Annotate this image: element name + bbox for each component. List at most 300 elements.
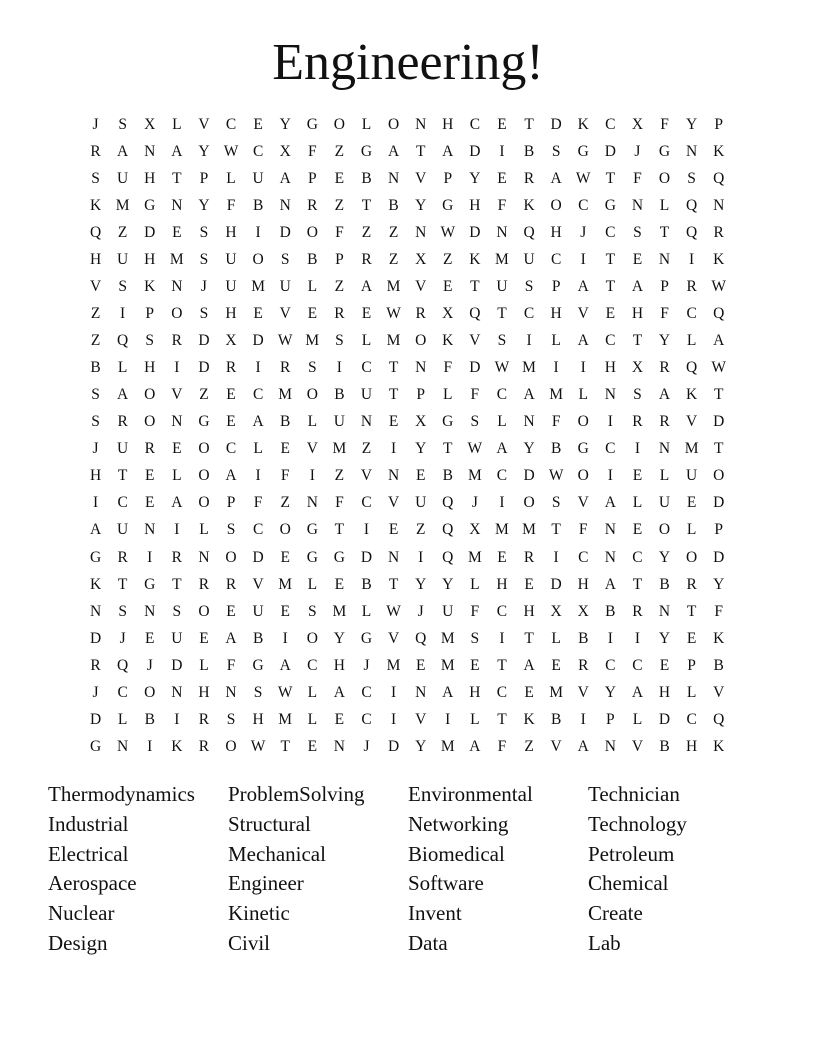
grid-letter: R [659, 413, 670, 431]
grid-letter: S [118, 115, 127, 133]
grid-letter: L [443, 386, 453, 404]
grid-letter: T [632, 332, 643, 350]
grid-letter: I [309, 467, 315, 485]
grid-letter: D [198, 359, 210, 377]
grid-letter: E [443, 278, 453, 296]
grid-letter: Y [469, 169, 481, 187]
grid-letter: E [226, 386, 236, 404]
word-list-item: Invent [408, 901, 462, 926]
grid-letter: W [494, 359, 510, 377]
grid-letter: K [577, 115, 589, 133]
grid-letter: Q [117, 656, 129, 674]
grid-letter: N [658, 602, 671, 620]
grid-letter: W [711, 278, 727, 296]
grid-letter: D [713, 494, 725, 512]
grid-letter: Y [658, 332, 671, 350]
grid-letter: O [198, 602, 210, 620]
grid-letter: U [225, 278, 237, 296]
grid-letter: O [225, 737, 237, 755]
grid-letter: I [553, 359, 559, 377]
grid-letter: C [686, 710, 697, 728]
grid-letter: C [252, 521, 264, 539]
grid-letter: C [686, 305, 697, 323]
grid-letter: R [361, 251, 372, 268]
grid-letter: T [605, 251, 616, 268]
grid-letter: J [363, 737, 370, 755]
grid-letter: I [526, 332, 532, 350]
grid-letter: D [279, 223, 291, 241]
grid-letter: N [117, 737, 129, 755]
grid-letter: E [361, 305, 372, 323]
grid-letter: I [255, 467, 261, 485]
grid-letter: T [497, 656, 507, 674]
grid-letter: S [145, 332, 155, 350]
grid-letter: R [280, 359, 291, 377]
grid-letter: K [144, 278, 156, 296]
grid-letter: L [361, 332, 372, 350]
grid-letter: F [226, 196, 236, 214]
grid-letter: W [277, 332, 293, 350]
grid-letter: O [658, 521, 671, 539]
grid-letter: G [89, 548, 102, 566]
grid-letter: J [92, 683, 99, 701]
grid-letter: A [252, 413, 264, 431]
grid-letter: L [551, 629, 561, 647]
grid-letter: B [550, 440, 562, 458]
grid-letter: M [251, 278, 265, 296]
grid-letter: S [633, 386, 642, 404]
grid-letter: E [551, 656, 561, 674]
grid-letter: M [332, 440, 347, 458]
grid-letter: V [415, 169, 427, 187]
grid-letter: V [469, 332, 481, 350]
grid-letter: W [386, 305, 401, 323]
grid-letter: D [469, 223, 481, 241]
grid-letter: B [659, 575, 670, 593]
grid-letter: L [632, 494, 643, 512]
grid-letter: K [713, 142, 725, 160]
grid-letter: D [387, 737, 400, 755]
grid-letter: C [225, 440, 237, 458]
grid-letter: B [90, 359, 101, 377]
grid-letter: L [632, 710, 643, 728]
grid-letter: I [390, 710, 397, 728]
grid-letter: O [144, 386, 156, 404]
grid-letter: I [499, 629, 505, 647]
grid-letter: O [279, 521, 291, 539]
grid-letter: T [605, 169, 616, 187]
grid-letter: Q [442, 521, 454, 539]
grid-letter: P [443, 169, 453, 187]
grid-letter: W [277, 683, 293, 701]
grid-letter: S [280, 251, 290, 268]
grid-letter: C [605, 115, 616, 133]
grid-letter: S [226, 710, 236, 728]
grid-letter: Y [415, 196, 427, 214]
grid-letter: J [200, 278, 207, 296]
grid-letter: C [496, 602, 508, 620]
grid-letter: T [388, 575, 399, 593]
grid-letter: T [117, 467, 128, 485]
grid-letter: H [198, 683, 210, 701]
grid-letter: B [361, 169, 372, 187]
grid-letter: C [252, 142, 264, 160]
grid-letter: F [307, 142, 317, 160]
grid-letter: C [469, 115, 481, 133]
grid-letter: V [252, 575, 264, 593]
grid-letter: C [605, 332, 616, 350]
grid-letter: Q [713, 305, 725, 323]
grid-letter: Q [713, 169, 725, 187]
grid-letter: T [713, 386, 724, 404]
grid-letter: J [417, 602, 424, 620]
grid-letter: E [334, 710, 345, 728]
grid-letter: Q [442, 548, 454, 566]
grid-letter: I [580, 359, 586, 377]
grid-letter: U [442, 602, 454, 620]
grid-letter: N [171, 413, 183, 431]
grid-letter: E [334, 169, 345, 187]
grid-letter: L [361, 115, 372, 133]
grid-letter: J [92, 440, 99, 458]
grid-letter: I [390, 683, 397, 701]
grid-letter: C [496, 683, 508, 701]
grid-letter: L [497, 413, 507, 431]
grid-letter: O [198, 440, 210, 458]
grid-letter: P [307, 169, 317, 187]
grid-letter: U [686, 467, 698, 485]
grid-letter: L [659, 467, 670, 485]
grid-letter: E [280, 602, 290, 620]
grid-letter: T [334, 521, 345, 539]
grid-letter: L [226, 169, 236, 187]
grid-letter: H [89, 467, 102, 485]
grid-letter: T [713, 440, 724, 458]
grid-letter: O [713, 467, 725, 485]
grid-letter: R [415, 305, 426, 323]
grid-letter: V [89, 278, 102, 296]
grid-letter: X [469, 521, 481, 539]
grid-letter: B [442, 467, 453, 485]
grid-letter: B [523, 142, 535, 160]
grid-letter: V [577, 305, 589, 323]
grid-letter: J [471, 494, 478, 512]
word-list-item: Kinetic [228, 901, 290, 926]
grid-letter: H [225, 305, 237, 323]
grid-letter: I [634, 629, 640, 647]
grid-letter: T [632, 575, 643, 593]
grid-letter: R [198, 737, 210, 755]
grid-letter: U [117, 251, 129, 268]
grid-letter: G [144, 196, 156, 214]
grid-letter: E [686, 494, 697, 512]
grid-letter: P [335, 251, 344, 268]
grid-letter: V [577, 494, 589, 512]
grid-letter: Q [523, 223, 535, 241]
grid-letter: N [225, 683, 237, 701]
word-list-item: Chemical [588, 871, 669, 896]
grid-letter: P [199, 169, 209, 187]
grid-letter: K [523, 196, 535, 214]
grid-letter: A [171, 494, 183, 512]
grid-letter: C [550, 251, 562, 268]
grid-letter: G [198, 413, 210, 431]
grid-letter: Y [442, 575, 454, 593]
grid-letter: N [279, 196, 291, 214]
grid-letter: D [144, 223, 156, 241]
grid-letter: D [713, 548, 725, 566]
grid-letter: E [172, 440, 182, 458]
grid-letter: N [686, 142, 698, 160]
grid-letter: C [605, 440, 616, 458]
word-list-item: Design [48, 930, 108, 955]
grid-letter: T [415, 142, 426, 160]
grid-letter: C [523, 305, 535, 323]
grid-letter: A [631, 278, 644, 296]
grid-letter: Y [198, 196, 210, 214]
word-list-item: Thermodynamics [48, 782, 195, 806]
grid-letter: P [145, 305, 155, 323]
grid-letter: T [686, 602, 697, 620]
grid-letter: F [280, 467, 290, 485]
grid-letter: I [689, 251, 695, 268]
grid-letter: E [497, 169, 507, 187]
grid-letter: U [225, 251, 237, 268]
grid-letter: N [387, 467, 400, 485]
grid-letter: G [604, 196, 616, 214]
grid-letter: S [335, 332, 344, 350]
grid-letter: M [440, 629, 455, 647]
grid-letter: C [361, 494, 372, 512]
grid-letter: M [332, 602, 347, 620]
grid-letter: Y [658, 629, 671, 647]
grid-letter: R [225, 359, 237, 377]
grid-letter: G [658, 142, 671, 160]
grid-letter: X [442, 305, 454, 323]
grid-letter: M [278, 710, 293, 728]
grid-letter: F [660, 305, 669, 323]
grid-letter: I [553, 548, 559, 566]
grid-letter: G [442, 413, 454, 431]
grid-letter: K [713, 629, 725, 647]
grid-letter: A [631, 683, 644, 701]
grid-letter: D [469, 359, 481, 377]
grid-letter: L [659, 196, 670, 214]
grid-letter: V [387, 629, 400, 647]
grid-letter: M [305, 332, 320, 350]
grid-letter: S [226, 521, 236, 539]
grid-letter: R [632, 413, 643, 431]
grid-letter: L [307, 683, 318, 701]
grid-letter: N [604, 521, 616, 539]
grid-letter: G [306, 115, 318, 133]
grid-letter: E [415, 656, 426, 674]
grid-letter: N [415, 359, 427, 377]
grid-letter: N [333, 737, 345, 755]
grid-letter: U [117, 169, 129, 187]
grid-letter: D [550, 115, 562, 133]
grid-letter: S [524, 278, 534, 296]
grid-letter: R [523, 548, 535, 566]
grid-letter: O [252, 251, 264, 268]
grid-letter: T [388, 359, 399, 377]
grid-letter: C [117, 494, 128, 512]
grid-letter: D [604, 142, 616, 160]
grid-letter: Z [388, 223, 399, 241]
grid-letter: J [634, 142, 641, 160]
grid-letter: O [577, 413, 589, 431]
word-list-item: Aerospace [48, 871, 137, 896]
grid-letter: V [577, 683, 589, 701]
grid-letter: Q [89, 223, 102, 241]
grid-letter: F [226, 656, 236, 674]
grid-letter: H [442, 115, 454, 133]
grid-letter: W [548, 467, 564, 485]
grid-letter: E [172, 223, 182, 241]
grid-letter: X [225, 332, 237, 350]
grid-letter: X [279, 142, 291, 160]
grid-letter: L [199, 521, 209, 539]
grid-letter: H [252, 710, 264, 728]
grid-letter: R [686, 575, 697, 593]
grid-letter: L [117, 359, 128, 377]
grid-letter: S [199, 251, 209, 268]
grid-letter: Z [334, 467, 345, 485]
grid-letter: N [171, 196, 183, 214]
grid-letter: W [575, 169, 591, 187]
grid-letter: H [144, 169, 156, 187]
word-list-item: Software [408, 871, 484, 896]
grid-letter: T [280, 737, 290, 755]
grid-letter: H [631, 305, 644, 323]
grid-letter: B [252, 629, 264, 647]
grid-letter: X [144, 115, 156, 133]
grid-letter: C [496, 467, 508, 485]
grid-letter: O [225, 548, 237, 566]
grid-letter: U [658, 494, 671, 512]
grid-letter: F [497, 737, 507, 755]
grid-letter: D [658, 710, 671, 728]
grid-letter: A [117, 142, 129, 160]
grid-letter: F [335, 223, 344, 241]
grid-letter: M [549, 386, 564, 404]
grid-letter: C [496, 386, 508, 404]
grid-letter: C [225, 115, 237, 133]
grid-letter: L [686, 332, 697, 350]
grid-letter: I [418, 548, 424, 566]
grid-letter: G [89, 737, 102, 755]
grid-letter: E [145, 629, 155, 647]
grid-letter: B [659, 737, 670, 755]
grid-letter: N [144, 521, 156, 539]
grid-letter: E [470, 656, 480, 674]
grid-letter: Q [686, 196, 698, 214]
grid-letter: N [658, 440, 671, 458]
grid-letter: P [714, 521, 724, 539]
grid-letter: L [307, 278, 318, 296]
grid-letter: H [469, 683, 481, 701]
grid-letter: H [550, 223, 562, 241]
grid-letter: Q [686, 223, 698, 241]
grid-letter: R [144, 440, 155, 458]
grid-letter: I [336, 359, 342, 377]
grid-letter: O [144, 683, 156, 701]
grid-letter: R [713, 223, 724, 241]
grid-letter: Z [415, 521, 426, 539]
grid-letter: E [388, 521, 399, 539]
grid-letter: E [524, 683, 534, 701]
grid-letter: S [497, 332, 507, 350]
grid-letter: E [280, 440, 290, 458]
grid-letter: G [333, 548, 345, 566]
grid-letter: T [361, 196, 372, 214]
word-list-item: Biomedical [408, 841, 505, 866]
grid-letter: W [440, 223, 456, 241]
grid-letter: T [524, 629, 534, 647]
grid-letter: Y [713, 575, 725, 593]
grid-letter: H [604, 359, 616, 377]
grid-letter: E [253, 305, 263, 323]
grid-letter: S [91, 386, 100, 404]
grid-letter: K [523, 710, 535, 728]
word-list-item: Technician [588, 782, 680, 806]
grid-letter: Y [415, 575, 427, 593]
grid-letter: X [631, 359, 644, 377]
word-list-item: Nuclear [48, 901, 115, 926]
grid-letter: Z [199, 386, 209, 404]
grid-letter: Y [415, 737, 427, 755]
grid-letter: Z [334, 142, 345, 160]
grid-letter: A [658, 386, 671, 404]
grid-letter: P [687, 656, 696, 674]
grid-letter: R [307, 196, 318, 214]
grid-letter: P [226, 494, 236, 512]
grid-letter: S [199, 223, 209, 241]
grid-letter: E [605, 305, 616, 323]
grid-letter: F [660, 115, 669, 133]
grid-letter: O [144, 413, 156, 431]
grid-letter: S [470, 629, 480, 647]
grid-letter: A [279, 656, 291, 674]
grid-letter: M [467, 548, 482, 566]
grid-letter: H [658, 683, 671, 701]
grid-letter: D [523, 467, 535, 485]
grid-letter: N [415, 223, 427, 241]
grid-letter: W [250, 737, 266, 755]
grid-letter: D [198, 332, 210, 350]
grid-letter: S [91, 413, 100, 431]
grid-letter: B [334, 386, 345, 404]
grid-letter: O [550, 196, 562, 214]
grid-letter: A [171, 142, 183, 160]
grid-letter: V [631, 737, 644, 755]
grid-letter: I [147, 548, 153, 566]
grid-letter: E [415, 467, 426, 485]
grid-letter: L [578, 386, 588, 404]
grid-letter: U [252, 602, 264, 620]
grid-letter: R [686, 278, 697, 296]
grid-letter: H [577, 575, 589, 593]
grid-letter: N [171, 683, 183, 701]
grid-letter: I [445, 710, 451, 728]
grid-letter: N [198, 548, 210, 566]
grid-letter: B [713, 656, 724, 674]
grid-letter: B [550, 710, 562, 728]
grid-letter: Q [442, 494, 454, 512]
grid-letter: A [442, 142, 454, 160]
grid-letter: S [470, 413, 480, 431]
grid-letter: T [551, 521, 561, 539]
